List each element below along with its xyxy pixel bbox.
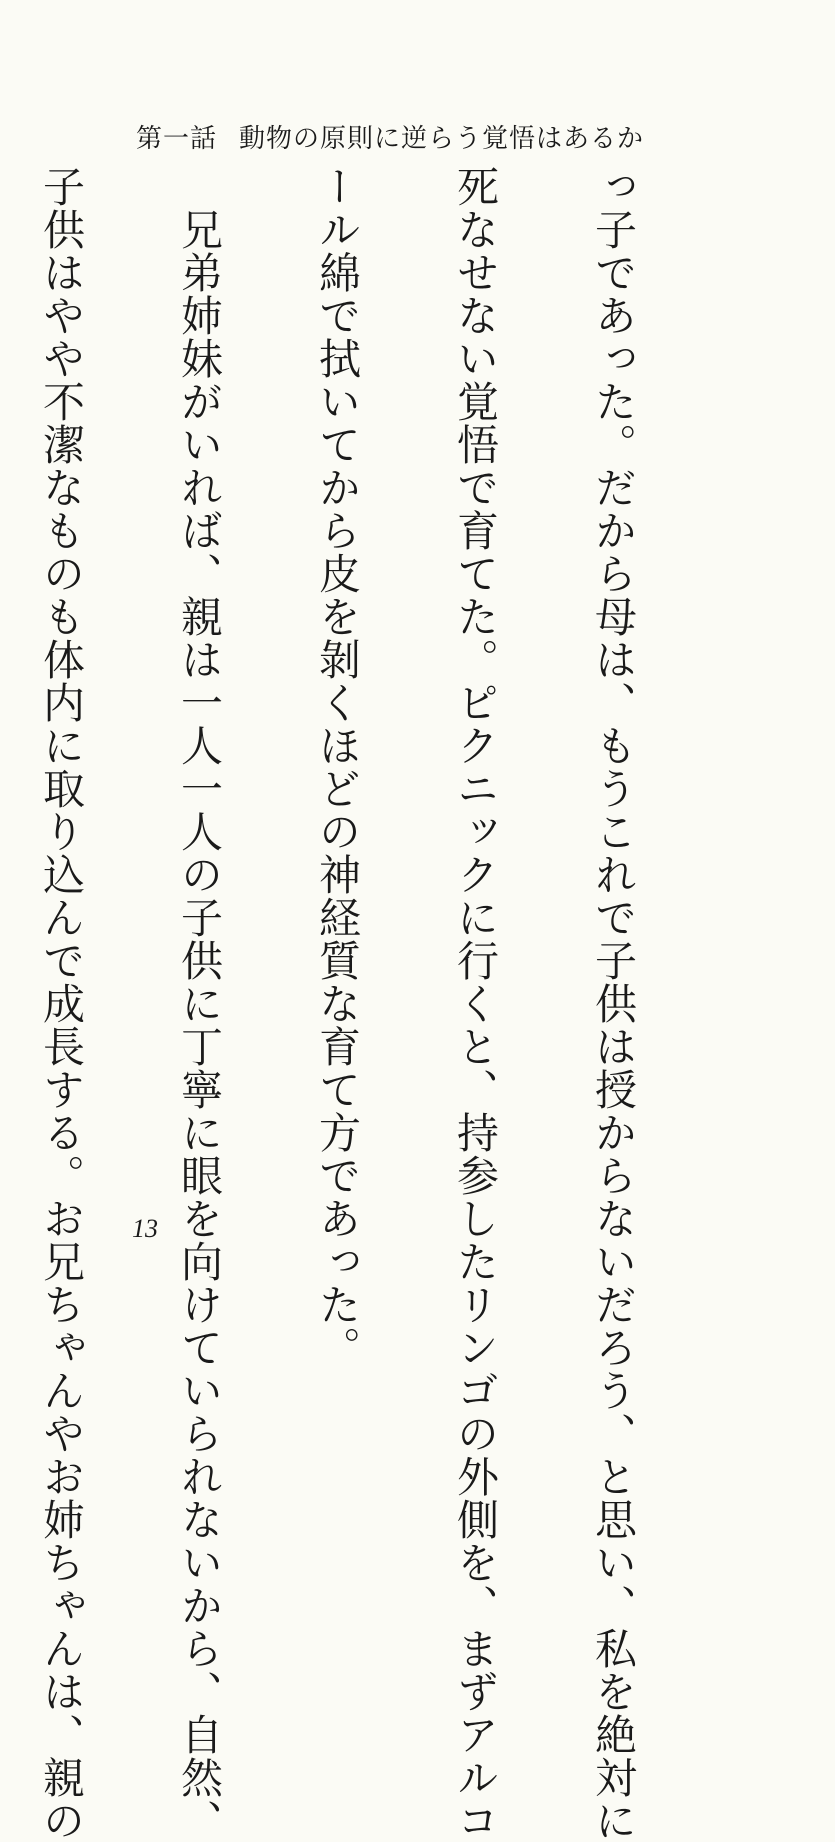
text-line: 死なせない覚悟で育てた。ピクニックに行くと、持参したリンゴの外側を、まずアルコ bbox=[451, 165, 500, 1842]
page-number: 13 bbox=[132, 1214, 158, 1243]
text-line: 兄弟姉妹がいれば、親は一人一人の子供に丁寧に眼を向けていられないから、自然、 bbox=[175, 165, 224, 1842]
chapter-title: 動物の原則に逆らう覚悟はあるか bbox=[239, 124, 645, 154]
text-line: っ子であった。だから母は、もうこれで子供は授からないだろう、と思い、私を絶対に bbox=[589, 165, 638, 1842]
text-line: 子供はやや不潔なものも体内に取り込んで成長する。お兄ちゃんやお姉ちゃんは、親の bbox=[37, 165, 86, 1842]
text-line: ール綿で拭いてから皮を剝くほどの神経質な育て方であった。 bbox=[313, 165, 362, 1369]
chapter-label: 第一話 bbox=[136, 124, 218, 154]
running-header bbox=[136, 118, 644, 155]
